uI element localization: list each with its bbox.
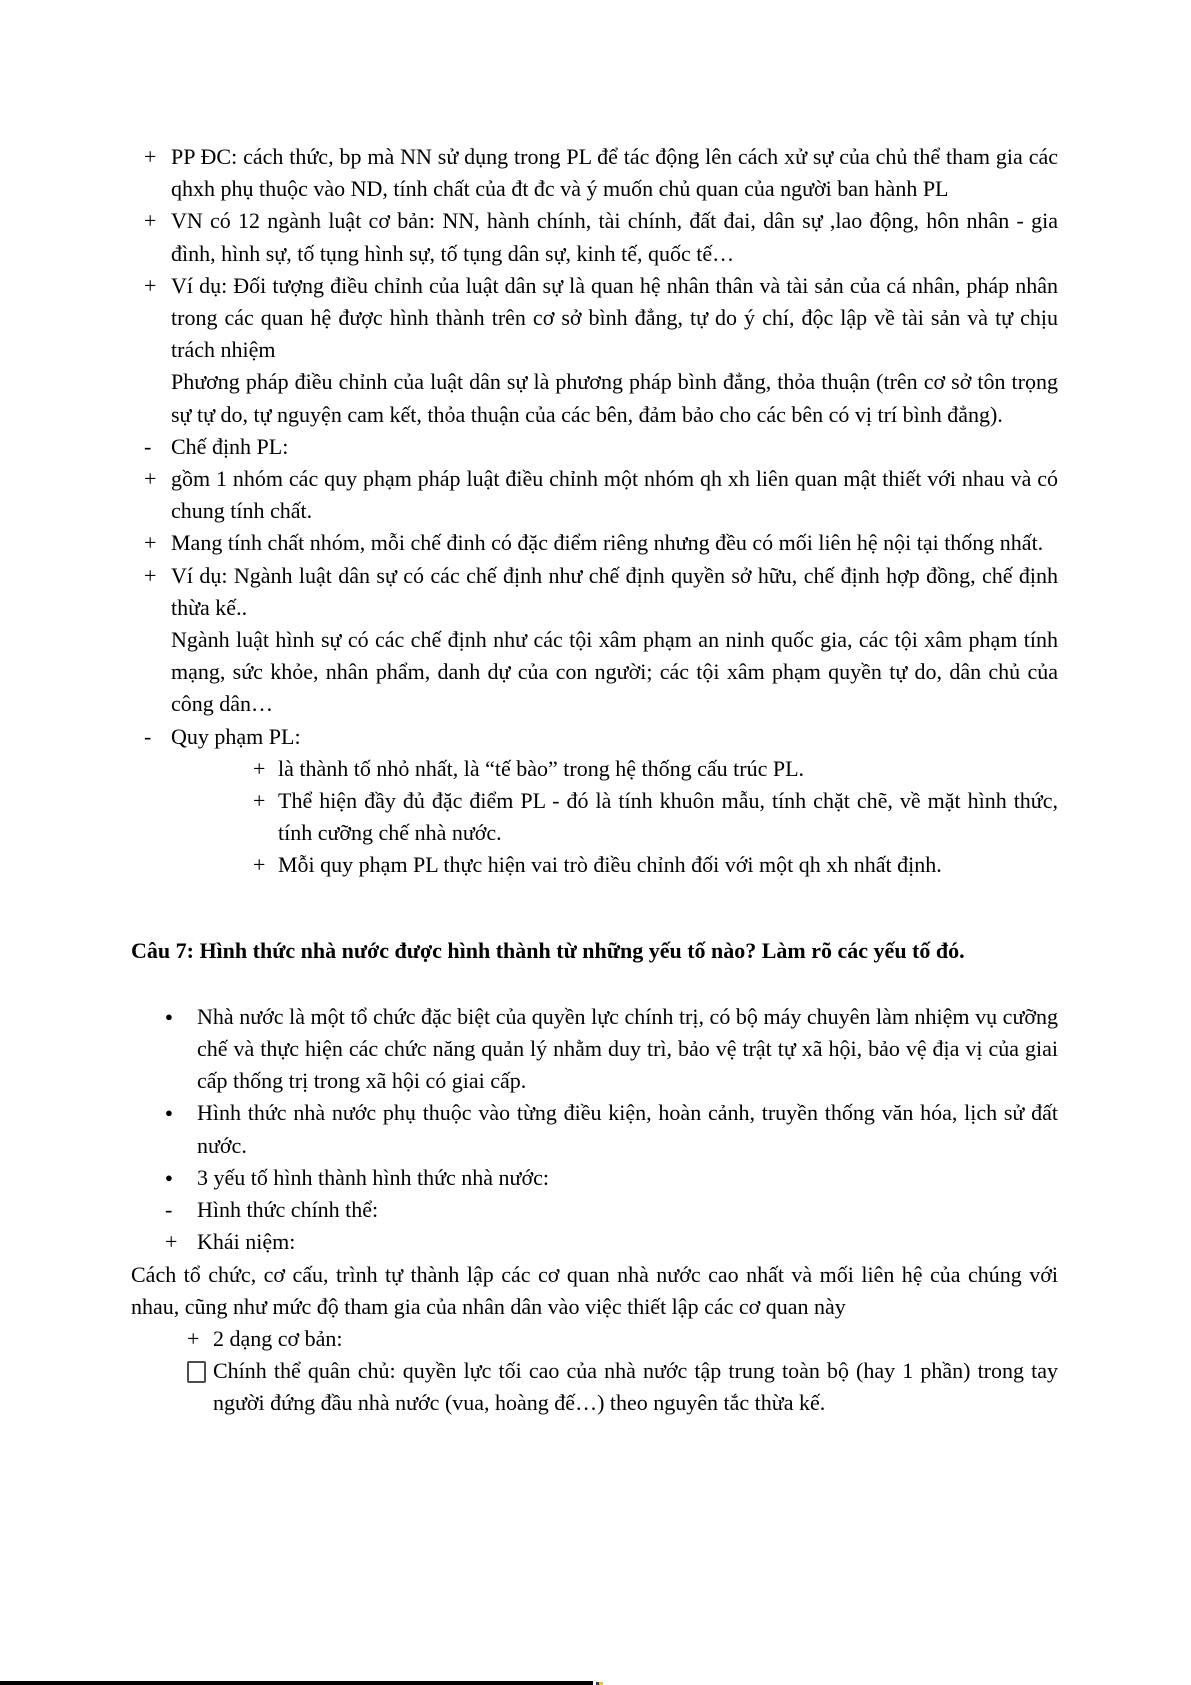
text-run: Cách tổ chức, cơ cấu, trình tự thành lập các cơ quan nhà nước cao nhất và mối liên hệ của chúng với nhau, cũng như mức độ tham gia của nhân dân vào việc thiết lập các cơ quan này xyxy=(131,1261,1058,1319)
list-item xyxy=(131,141,1058,205)
list-item xyxy=(131,205,1058,269)
bullet-dash-icon: - xyxy=(144,433,152,459)
bullet-dot-icon: ● xyxy=(165,1169,173,1185)
text-run: Khái niệm: xyxy=(197,1229,296,1255)
text-run: Ngành luật hình sự có các chế định như các tội xâm phạm an ninh quốc gia, các tội xâm phạm tính mạng, sức khỏe, nhân phẩm, danh dự của con người; các tội xâm phạm quyền tự do, dân chủ của công dân… xyxy=(171,627,1058,717)
text-run: Quy phạm PL: xyxy=(171,723,301,749)
bullet-dash-icon: - xyxy=(144,723,152,749)
paragraph xyxy=(131,1259,1058,1323)
list-item xyxy=(131,721,1058,753)
text-run: Hình thức nhà nước phụ thuộc vào từng điều kiện, hoàn cảnh, truyền thống văn hóa, lịch sử đất nước. xyxy=(197,1100,1058,1158)
text-run: 3 yếu tố hình thành hình thức nhà nước: xyxy=(197,1164,549,1190)
text-run: Thể hiện đầy đủ đặc điểm PL - đó là tính khuôn mẫu, tính chặt chẽ, về mặt hình thức, tính cưỡng chế nhà nước. xyxy=(278,788,1058,846)
text-run: Chính thể quân chủ: quyền lực tối cao của nhà nước tập trung toàn bộ (hay 1 phần) trong tay người đứng đầu nhà nước (vua, hoàng đế…) theo nguyên tắc thừa kế. xyxy=(213,1358,1058,1416)
text-run: Chế định PL: xyxy=(171,433,289,459)
list-item xyxy=(131,849,1058,881)
bullet-dot-icon: ● xyxy=(165,1105,173,1121)
text-run: PP ĐC: cách thức, bp mà NN sử dụng trong PL để tác động lên cách xử sự của chủ thể tham gia các qhxh phụ thuộc vào ND, tính chất của đt đc và ý muốn chủ quan của người ban hành PL xyxy=(171,144,1058,202)
text-run: VN có 12 ngành luật cơ bản: NN, hành chính, tài chính, đất đai, dân sự ,lao động, hôn nhân - gia đình, hình sự, tố tụng hình sự, tố tụng dân sự, kinh tế, quốc tế… xyxy=(171,208,1058,266)
text-run: gồm 1 nhóm các quy phạm pháp luật điều chỉnh một nhóm qh xh liên quan mật thiết với nhau và có chung tính chất. xyxy=(171,466,1058,524)
list-item xyxy=(131,431,1058,463)
bullet-plus-icon: + xyxy=(187,1325,200,1351)
bullet-plus-icon: + xyxy=(144,208,157,234)
text-run: Hình thức chính thể: xyxy=(197,1197,379,1223)
bullet-plus-icon: + xyxy=(144,144,157,169)
list-item xyxy=(131,1097,1058,1161)
bullet-plus-icon: + xyxy=(144,466,157,492)
bullet-plus-icon: + xyxy=(144,272,157,298)
list-item xyxy=(131,1226,1058,1258)
list-item xyxy=(131,463,1058,527)
paragraph xyxy=(131,624,1058,721)
text-run: Phương pháp điều chỉnh của luật dân sự là phương pháp bình đẳng, thỏa thuận (trên cơ sở tôn trọng sự tự do, tự nguyện cam kết, thỏa thuận của các bên, đảm bảo cho các bên có vị trí bình đẳng). xyxy=(171,369,1058,427)
list-item xyxy=(131,560,1058,624)
text-run: Ví dụ: Đối tượng điều chỉnh của luật dân sự là quan hệ nhân thân và tài sản của cá nhân, pháp nhân trong các quan hệ được hình thành trên cơ sở bình đẳng, tự do ý chí, độc lập về tài sản và tự chịu trách nhiệm xyxy=(171,272,1058,363)
list-item xyxy=(131,785,1058,849)
section-heading xyxy=(131,935,1058,967)
list-item xyxy=(131,753,1058,785)
paragraph xyxy=(131,366,1058,430)
bullet-dash-icon: - xyxy=(165,1197,173,1223)
list-item xyxy=(131,270,1058,367)
bullet-plus-icon: + xyxy=(144,562,157,588)
document-content xyxy=(131,141,1058,1420)
list-item xyxy=(131,1194,1058,1226)
text-run: Mang tính chất nhóm, mỗi chế đinh có đặc điểm riêng nhưng đều có mối liên hệ nội tại thống nhất. xyxy=(171,530,1044,556)
text-run: Mỗi quy phạm PL thực hiện vai trò điều chỉnh đối với một qh xh nhất định. xyxy=(278,852,942,878)
heading-text: Câu 7: Hình thức nhà nước được hình thành từ những yếu tố nào? Làm rõ các yếu tố đó. xyxy=(131,937,965,963)
text-run: Nhà nước là một tổ chức đặc biệt của quyền lực chính trị, có bộ máy chuyên làm nhiệm vụ cưỡng chế và thực hiện các chức năng quản lý nhằm duy trì, bảo vệ trật tự xã hội, bảo vệ địa vị của giai cấp thống trị trong xã hội có giai cấp. xyxy=(197,1003,1058,1094)
list-item xyxy=(131,1323,1058,1355)
list-item xyxy=(131,527,1058,559)
list-item xyxy=(131,1001,1058,1098)
bullet-dot-icon: ● xyxy=(165,1008,173,1024)
text-run: là thành tố nhỏ nhất, là “tế bào” trong hệ thống cấu trúc PL. xyxy=(278,755,805,781)
bullet-plus-icon: + xyxy=(253,788,266,814)
list-item xyxy=(131,1355,1058,1419)
bullet-square-icon xyxy=(187,1361,206,1383)
bullet-plus-icon: + xyxy=(253,852,266,878)
list-item xyxy=(131,1162,1058,1194)
bullet-plus-icon: + xyxy=(144,530,157,556)
bullet-plus-icon: + xyxy=(253,755,266,781)
bullet-plus-icon: + xyxy=(165,1229,178,1255)
text-run: Ví dụ: Ngành luật dân sự có các chế định như chế định quyền sở hữu, chế định hợp đồng, chế định thừa kế.. xyxy=(171,562,1058,620)
page-bottom-bar xyxy=(0,1681,593,1685)
text-run: 2 dạng cơ bản: xyxy=(213,1325,343,1351)
